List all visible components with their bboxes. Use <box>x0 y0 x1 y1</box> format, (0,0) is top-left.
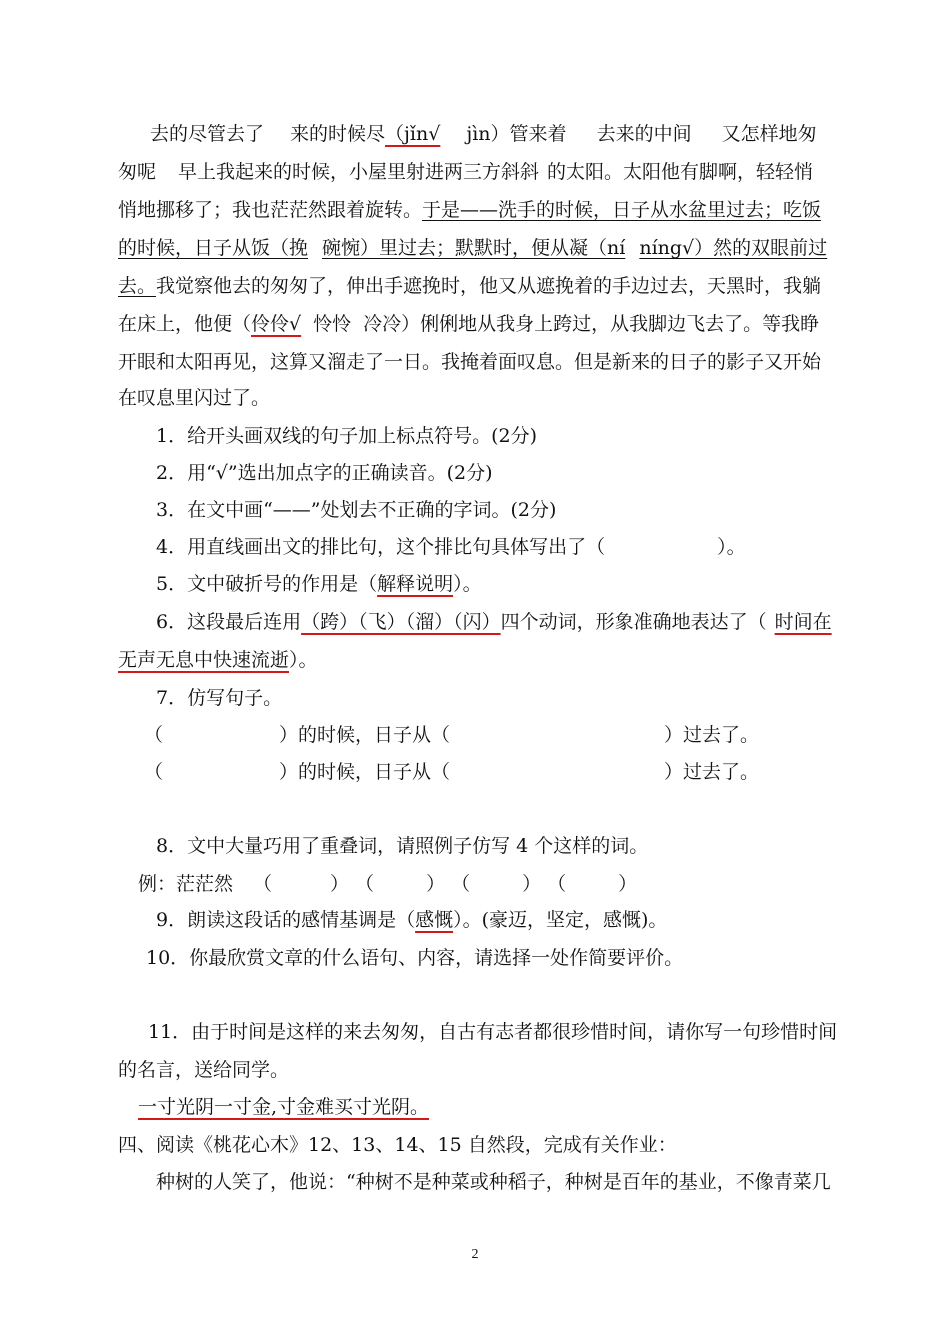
text: 5．文中破折号的作用是（ <box>156 573 378 595</box>
text: 来的时候尽 <box>290 123 386 145</box>
text: ） <box>522 873 542 895</box>
question-11-answer <box>138 1095 854 1121</box>
text: 去来的中间 <box>596 123 692 145</box>
text: 匆呢 <box>118 161 157 183</box>
answer-underline: （跨）（飞）（溜）（闪） <box>301 611 501 633</box>
question-2: 2．用“√”选出加点字的正确读音。(2分) <box>156 462 493 484</box>
question-10: 10．你最欣赏文章的什么语句、内容，请选择一处作简要评价。 <box>146 947 684 969</box>
text: 6．这段最后连用 <box>156 611 302 633</box>
question-7-blank-row-2 <box>144 760 860 786</box>
question-3: 3．在文中画“——”处划去不正确的字词。(2分) <box>156 499 557 521</box>
text: 怜怜 <box>313 313 352 335</box>
text: （ <box>144 724 164 746</box>
text: 我觉察他去的匆匆了，伸出手遮挽时，他又从遮挽着的手边过去，天黑时，我躺 <box>156 275 822 297</box>
section-4-title: 四、阅读《桃花心木》12、13、14、15 自然段，完成有关作业： <box>118 1134 677 1156</box>
text: ）。 <box>717 536 746 558</box>
text: 9．朗读这段话的感情基调是（ <box>156 909 416 931</box>
text: ）过去了。 <box>664 724 760 746</box>
question-6-line-2 <box>118 648 834 674</box>
question-11-line-1: 11．由于时间是这样的来去匆匆，自古有志者都很珍惜时间，请你写一句珍惜时间 <box>148 1021 838 1043</box>
text: ）的时候，日子从（ <box>279 761 451 783</box>
text: ）过去了。 <box>664 761 760 783</box>
passage-line-6 <box>118 312 834 338</box>
text: 冷冷）俐俐地从我身上跨过，从我脚边飞去了。等我睁 <box>363 313 820 335</box>
question-7-blank-row-1 <box>144 723 860 749</box>
underlined-sentence: 于是——洗手的时候，日子从水盆里过去；吃饭 <box>422 199 822 221</box>
answer-underline: 时间在 <box>774 611 832 633</box>
passage-line-1 <box>150 122 834 148</box>
question-6-line-1 <box>156 610 834 636</box>
underlined-sentence: 去。 <box>118 275 157 297</box>
text: jìn）管来着 <box>466 123 567 145</box>
text: ）。 <box>289 649 318 671</box>
text: （ <box>547 873 567 895</box>
text: 的太阳。太阳他有脚啊，轻轻悄 <box>547 161 814 183</box>
passage-line-8: 在叹息里闪过了。 <box>118 387 271 409</box>
passage-line-3 <box>118 198 834 224</box>
text: ）。 <box>453 573 482 595</box>
text: 4．用直线画出文的排比句，这个排比句具体写出了（ <box>156 536 606 558</box>
text: ） <box>330 873 350 895</box>
question-7: 7．仿写句子。 <box>156 687 283 709</box>
text: （ <box>451 873 471 895</box>
annotation-underline: 伶伶√ <box>251 313 302 335</box>
text: 悄地挪移了；我也茫茫然跟着旋转。 <box>118 199 423 221</box>
answer-underline: 无声无息中快速流逝 <box>118 649 290 671</box>
text: ）的时候，日子从（ <box>279 724 451 746</box>
question-8: 8．文中大量巧用了重叠词，请照例子仿写 4 个这样的词。 <box>156 835 649 857</box>
text: ）。(豪迈，坚定，感慨)。 <box>453 909 668 931</box>
text: （ <box>253 873 273 895</box>
text: ） <box>618 873 638 895</box>
page-number: 2 <box>471 1247 479 1262</box>
underlined-sentence: 的时候，日子从饭（挽 <box>118 237 309 259</box>
answer-underline: 解释说明 <box>377 573 454 595</box>
underlined-sentence: 碗惋）里过去；默默时，便从凝（ní <box>322 237 626 259</box>
question-11-line-2: 的名言，送给同学。 <box>118 1059 290 1081</box>
underlined-sentence: níng√）然的双眼前过 <box>639 237 828 259</box>
text: 例：茫茫然 <box>138 873 234 895</box>
text: ） <box>426 873 446 895</box>
question-8-example <box>138 872 854 898</box>
handwritten-answer: 一寸光阴一寸金,寸金难买寸光阴。 <box>138 1096 430 1118</box>
passage-line-4 <box>118 236 834 262</box>
text: 四个动词，形象准确地表达了（ <box>500 611 767 633</box>
question-4 <box>156 535 872 561</box>
passage-line-2 <box>118 160 834 186</box>
text: 在床上，他便（ <box>118 313 252 335</box>
annotation-underline: （jǐn√ <box>385 123 441 145</box>
text: （ <box>355 873 375 895</box>
question-9 <box>156 908 872 934</box>
answer-underline: 感慨 <box>415 909 454 931</box>
section-4-text: 种树的人笑了，他说：“种树不是种菜或种稻子，种树是百年的基业，不像青菜几 <box>156 1171 831 1193</box>
question-1: 1．给开头画双线的句子加上标点符号。(2分) <box>156 425 538 447</box>
text: 去的尽管去了 <box>150 123 265 145</box>
text: （ <box>144 761 164 783</box>
question-5 <box>156 572 872 598</box>
passage-line-7: 开眼和太阳再见，这算又溜走了一日。我掩着面叹息。但是新来的日子的影子又开始 <box>118 351 822 373</box>
passage-line-5 <box>118 274 834 300</box>
text: 又怎样地匆 <box>721 123 817 145</box>
text: 早上我起来的时候，小屋里射进两三方斜斜 <box>178 161 540 183</box>
